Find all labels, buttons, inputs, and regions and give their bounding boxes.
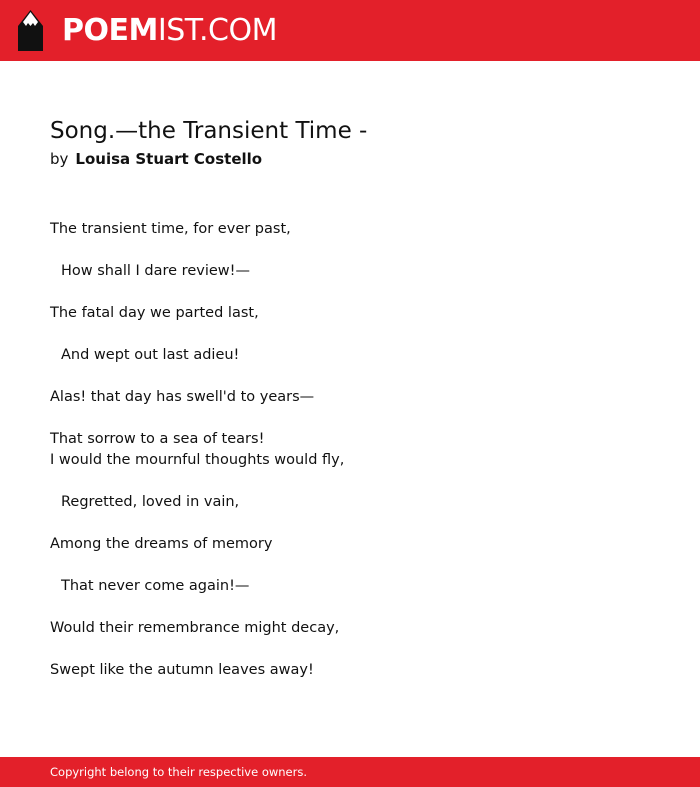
copyright-text: Copyright belong to their respective owners. (50, 765, 308, 779)
poem-line: How shall I dare review!— (61, 263, 250, 279)
poem-line: Alas! that day has swell'd to years— (50, 389, 315, 405)
poem-line: Among the dreams of memory (50, 536, 273, 552)
poem-line: That never come again!— (61, 578, 250, 594)
author-name[interactable]: Louisa Stuart Costello (75, 150, 263, 168)
poem-title: Song.—the Transient Time - (50, 118, 368, 144)
poem-line: Swept like the autumn leaves away! (50, 662, 314, 678)
by-label: by (50, 150, 69, 168)
logo-text-strong: POEM (62, 13, 158, 48)
site-logo[interactable] (62, 11, 277, 51)
poem-line: Regretted, loved in vain, (61, 494, 240, 510)
poem-line: The fatal day we parted last, (50, 305, 259, 321)
poem-line: That sorrow to a sea of tears! (50, 431, 265, 447)
logo-text-light: IST.COM (157, 13, 277, 48)
pencil-icon[interactable] (18, 10, 43, 51)
site-header (0, 0, 700, 61)
poem-line: Would their remembrance might decay, (50, 620, 340, 636)
site-footer (0, 757, 700, 787)
byline (50, 149, 262, 169)
poem-line: And wept out last adieu! (61, 347, 240, 363)
poem-line: I would the mournful thoughts would fly, (50, 452, 345, 468)
poem-line: The transient time, for ever past, (50, 221, 291, 237)
